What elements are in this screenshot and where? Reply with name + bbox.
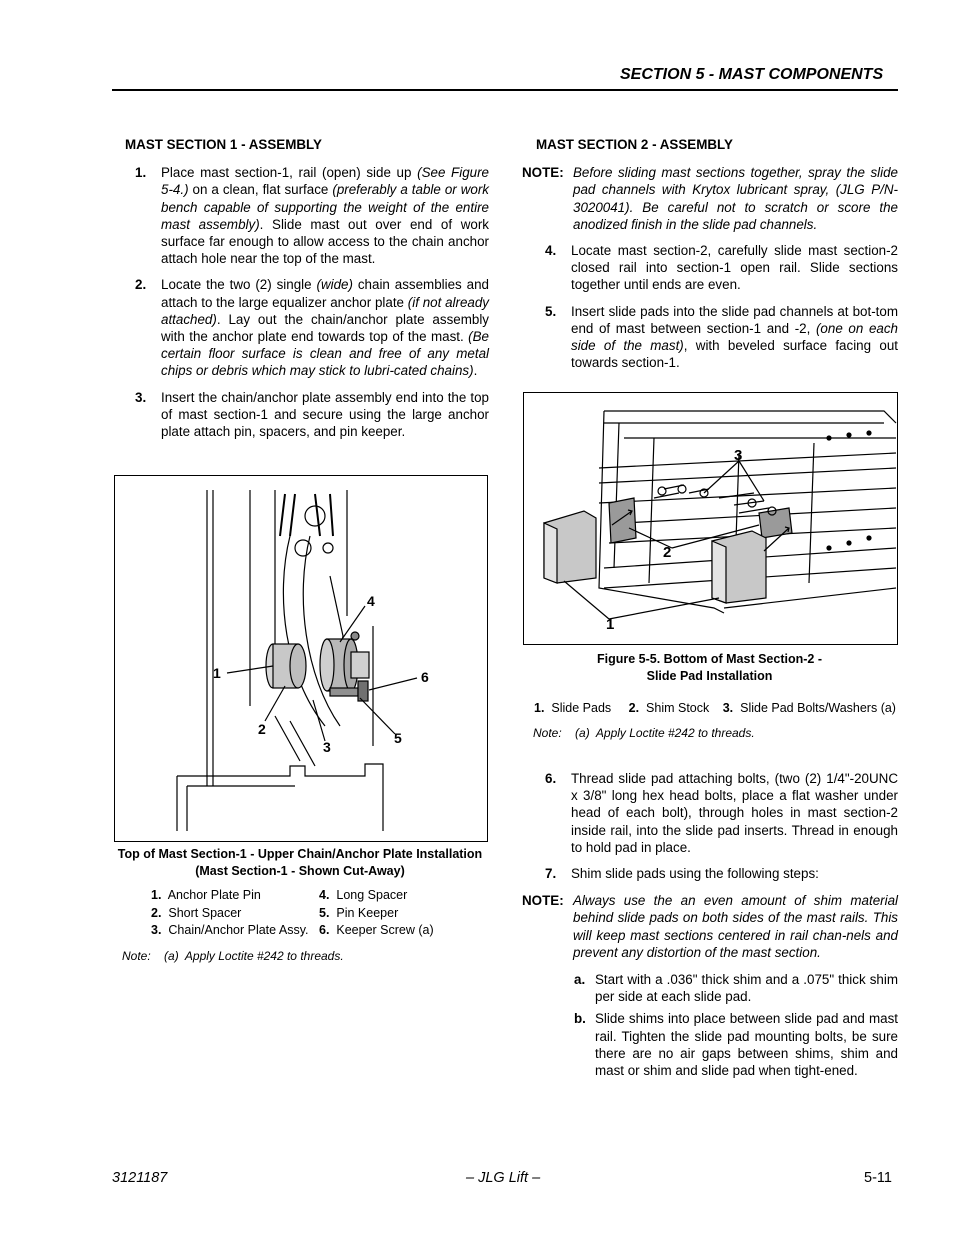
callout-5: 5 — [394, 730, 402, 746]
callout-2: 2 — [258, 721, 266, 737]
right-step-7 — [522, 865, 898, 882]
caption-line: (Mast Section-1 - Shown Cut-Away) — [195, 864, 405, 878]
step-text: chain assemblies and attach to the large equalizer anchor plate — [161, 277, 489, 310]
note-label: NOTE: — [522, 165, 564, 181]
section-header: SECTION 5 - MAST COMPONENTS — [620, 66, 884, 83]
note-shim — [522, 892, 898, 961]
step-text: Insert slide pads into the slide pad channels at bot-tom end of mast between section-1 and -2, — [571, 303, 898, 336]
left-figure-caption — [114, 846, 486, 880]
footer-page-number: 5-11 — [864, 1170, 892, 1186]
step-number: 7. — [545, 866, 557, 882]
note-text: Before sliding mast sections together, spray the slide pad channels with Krytox lubricant spray, (JLG P/N-3020041). Be careful not to scratch or score the anodized finish in the slide pad channels. — [573, 165, 898, 232]
right-column-lower — [522, 770, 898, 1079]
step-number: 3. — [135, 389, 147, 405]
substep-text: Slide shims into place between slide pad and mast rail. Tighten the slide pad mounting bolts, be sure there are no air gaps between shims, shim and mast or shim and slide pad when tight-ened. — [595, 1011, 898, 1079]
right-step-6 — [522, 770, 898, 856]
right-figure-legend — [534, 700, 894, 718]
step-emphasis: (one on each side of the mast) — [571, 320, 898, 354]
legend-item: 1. Slide Pads — [534, 701, 612, 715]
callout-3: 3 — [323, 739, 331, 755]
legend-item: 3. Slide Pad Bolts/Washers (a) — [722, 701, 896, 715]
note-label: NOTE: — [522, 893, 564, 909]
step-number: 2. — [135, 277, 147, 293]
step-text: Locate mast section-2, carefully slide mast section-2 closed rail into section-1 open rail. Slide sections together until ends are even. — [571, 243, 898, 293]
header-rule — [112, 89, 898, 91]
substep-b — [522, 1010, 898, 1079]
callout-1: 1 — [213, 665, 221, 681]
callout-6: 6 — [421, 669, 429, 685]
substep-text: Start with a .036" thick shim and a .075" thick shim per side at each slide pad. — [595, 972, 898, 1005]
callout-2: 2 — [663, 544, 672, 561]
legend-item: 5. Pin Keeper — [319, 905, 399, 920]
step-text: . Lay out the chain/anchor plate assembly with the anchor plate end towards top of the mast. — [161, 311, 489, 345]
caption-line: Top of Mast Section-1 - Upper Chain/Anchor Plate Installation — [117, 847, 483, 861]
figure-slide-pad — [523, 392, 898, 645]
callout-3: 3 — [734, 447, 743, 464]
step-text: Thread slide pad attaching bolts, (two (2) 1/4"-20UNC x 3/8" long hex head bolts, place a flat washer under head of each bolt), through holes in mast section-2 inside rail, into the slide pad inserts. Thread in enough to hold pad in place. — [571, 771, 898, 855]
substep-a — [522, 971, 898, 1005]
legend-item: 2. Shim Stock — [628, 701, 710, 715]
step-text: Insert the chain/anchor plate assembly end into the top of mast section-1 and secure using the large anchor plate attach pin, spacers, and pin keeper. — [161, 389, 489, 440]
right-step-4 — [522, 242, 898, 294]
legend-item: 2. Short Spacer — [151, 905, 242, 920]
right-figure-caption — [523, 651, 896, 685]
legend-item: 1. Anchor Plate Pin — [151, 888, 261, 902]
left-step-3 — [125, 389, 489, 441]
step-text: Locate the two (2) single — [161, 277, 317, 293]
step-text: on a clean, flat surface — [188, 182, 333, 198]
step-number: 1. — [135, 165, 147, 181]
step-emphasis: (wide) — [316, 277, 353, 293]
left-figure-legend — [151, 887, 481, 940]
caption-line: Figure 5-5. Bottom of Mast Section-2 - — [596, 652, 822, 666]
step-text: Place mast section-1, rail (open) side up — [161, 165, 418, 181]
step-emphasis: (See Figure 5-4.) — [161, 165, 489, 198]
note-text: Always use the an even amount of shim material behind slide pads on both sides of the mast rails. This will keep mast sections centered in rail chan-nels and prevent any distortion of the mast section. — [573, 893, 898, 960]
callout-1: 1 — [606, 616, 615, 633]
right-figure-note: Note: (a) Apply Loctite #242 to threads. — [533, 726, 755, 740]
substep-letter: b. — [574, 1011, 586, 1027]
substep-letter: a. — [574, 972, 586, 988]
step-emphasis: (preferably a table or work bench capable of supporting the weight of the entire mast assembly) — [161, 182, 489, 232]
step-text: . Slide mast out over end of work surface far enough to allow access to the chain anchor attach hole near the top of the mast. — [161, 216, 489, 267]
legend-item: 4. Long Spacer — [319, 888, 408, 902]
left-column — [125, 136, 489, 440]
right-heading: MAST SECTION 2 - ASSEMBLY — [536, 137, 733, 152]
step-emphasis: (Be certain floor surface is clean and free of any metal chips or debris which may stick to lubri-cated chains) — [161, 329, 489, 379]
step-text: , with beveled surface facing out towards section-1. — [571, 338, 898, 371]
anchor-plate-illustration — [115, 476, 487, 841]
right-column — [522, 136, 898, 371]
slide-pad-illustration — [524, 393, 897, 644]
legend-item: 6. Keeper Screw (a) — [319, 923, 434, 937]
footer-doc-number: 3121187 — [112, 1170, 168, 1186]
callout-4: 4 — [367, 593, 375, 609]
step-number: 4. — [545, 243, 557, 259]
left-step-1 — [125, 164, 489, 267]
caption-line: Slide Pad Installation — [646, 669, 773, 683]
step-number: 6. — [545, 771, 557, 786]
legend-item: 3. Chain/Anchor Plate Assy. — [151, 923, 309, 937]
step-text: . — [473, 363, 478, 379]
left-figure-note: Note: (a) Apply Loctite #242 to threads. — [122, 949, 344, 963]
left-step-2 — [125, 276, 489, 379]
note-lubricant — [522, 164, 898, 233]
footer-center: – JLG Lift – — [466, 1170, 541, 1186]
figure-anchor-plate — [114, 475, 488, 842]
right-step-5 — [522, 303, 898, 372]
step-emphasis: (if not already attached) — [161, 294, 489, 327]
left-heading: MAST SECTION 1 - ASSEMBLY — [125, 137, 322, 152]
step-text: Shim slide pads using the following steps: — [571, 866, 819, 882]
step-number: 5. — [545, 303, 557, 319]
